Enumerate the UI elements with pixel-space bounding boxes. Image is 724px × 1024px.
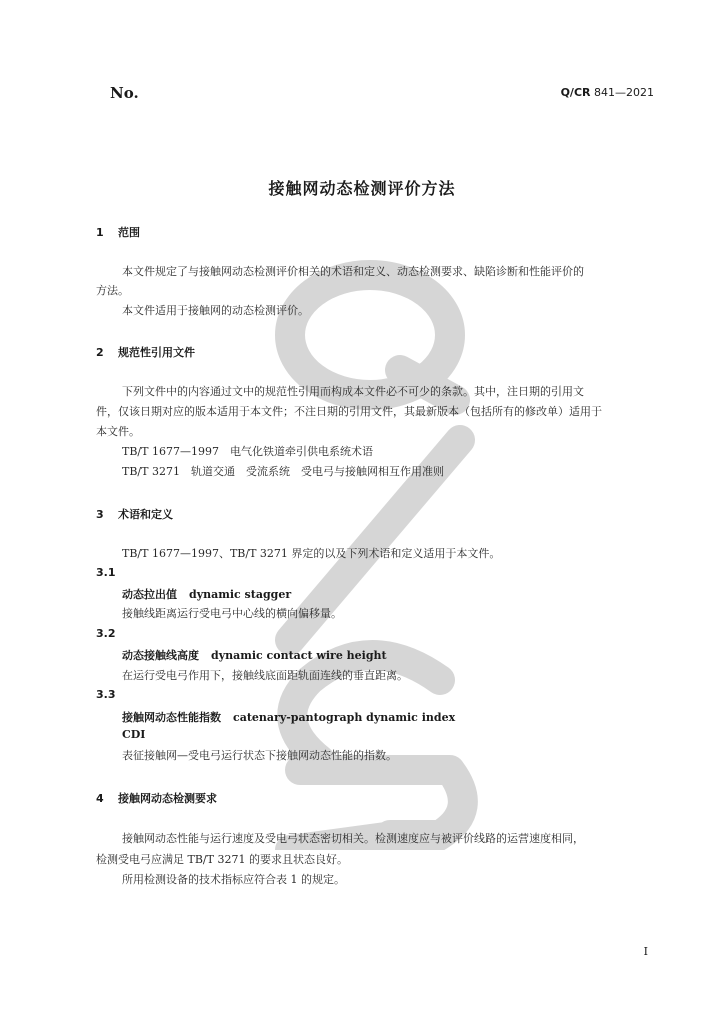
section-title: 接触网动态检测要求 bbox=[118, 792, 217, 805]
scope-paragraph-line-2: 方法。 bbox=[96, 284, 129, 297]
term-number: 3.3 bbox=[96, 688, 116, 701]
term-english: dynamic contact wire height bbox=[211, 649, 387, 662]
section-3-heading bbox=[96, 506, 173, 522]
term-chinese: 动态拉出值 bbox=[122, 588, 177, 601]
scope-applicability: 本文件适用于接触网的动态检测评价。 bbox=[122, 304, 309, 317]
requirements-paragraph-line-2: 检测受电弓应满足 TB/T 3271 的要求且状态良好。 bbox=[96, 853, 348, 866]
references-paragraph-line-1: 下列文件中的内容通过文中的规范性引用而构成本文件必不可少的条款。其中，注日期的引用文 bbox=[122, 385, 584, 398]
term-number: 3.1 bbox=[96, 566, 116, 579]
term-english: dynamic stagger bbox=[189, 588, 292, 601]
term-heading bbox=[122, 586, 291, 602]
term-abbr: CDI bbox=[122, 728, 146, 741]
term-heading bbox=[122, 647, 387, 663]
references-paragraph-line-3: 本文件。 bbox=[96, 425, 140, 438]
requirements-equipment: 所用检测设备的技术指标应符合表 1 的规定。 bbox=[122, 873, 345, 886]
document-number-label: No. bbox=[110, 84, 139, 102]
section-title: 术语和定义 bbox=[118, 508, 173, 521]
page-number: I bbox=[643, 945, 648, 958]
reference-item: TB/T 3271 轨道交通 受流系统 受电弓与接触网相互作用准则 bbox=[122, 465, 444, 478]
document-title: 接触网动态检测评价方法 bbox=[268, 179, 456, 198]
section-title: 范围 bbox=[118, 226, 140, 239]
section-number: 2 bbox=[96, 346, 104, 359]
section-number: 1 bbox=[96, 226, 104, 239]
scope-paragraph-line-1: 本文件规定了与接触网动态检测评价相关的术语和定义、动态检测要求、缺陷诊断和性能评价的 bbox=[122, 265, 584, 278]
standard-prefix: Q/CR bbox=[560, 86, 591, 99]
term-definition: 在运行受电弓作用下，接触线底面距轨面连线的垂直距离。 bbox=[122, 669, 408, 682]
term-number: 3.2 bbox=[96, 627, 116, 640]
term-definition: 表征接触网—受电弓运行状态下接触网动态性能的指数。 bbox=[122, 749, 397, 762]
term-chinese: 动态接触线高度 bbox=[122, 649, 199, 662]
section-2-heading bbox=[96, 344, 195, 360]
requirements-paragraph-line-1: 接触网动态性能与运行速度及受电弓状态密切相关。检测速度应与被评价线路的运营速度相同， bbox=[122, 832, 584, 845]
section-1-heading bbox=[96, 224, 140, 240]
section-4-heading bbox=[96, 790, 217, 806]
term-chinese: 接触网动态性能指数 bbox=[122, 711, 221, 724]
section-title: 规范性引用文件 bbox=[118, 346, 195, 359]
term-english: catenary-pantograph dynamic index bbox=[233, 711, 456, 724]
section-number: 3 bbox=[96, 508, 104, 521]
term-heading bbox=[122, 709, 455, 725]
standard-number: 841—2021 bbox=[594, 86, 654, 99]
standard-code bbox=[561, 86, 654, 99]
references-paragraph-line-2: 件，仅该日期对应的版本适用于本文件；不注日期的引用文件，其最新版本（包括所有的修改单）适用于 bbox=[96, 405, 602, 418]
term-definition: 接触线距离运行受电弓中心线的横向偏移量。 bbox=[122, 607, 342, 620]
term-abbreviation bbox=[122, 728, 145, 741]
reference-item: TB/T 1677—1997 电气化铁道牵引供电系统术语 bbox=[122, 445, 373, 458]
terms-intro: TB/T 1677—1997、TB/T 3271 界定的以及下列术语和定义适用于本文件。 bbox=[122, 547, 501, 560]
section-number: 4 bbox=[96, 792, 104, 805]
